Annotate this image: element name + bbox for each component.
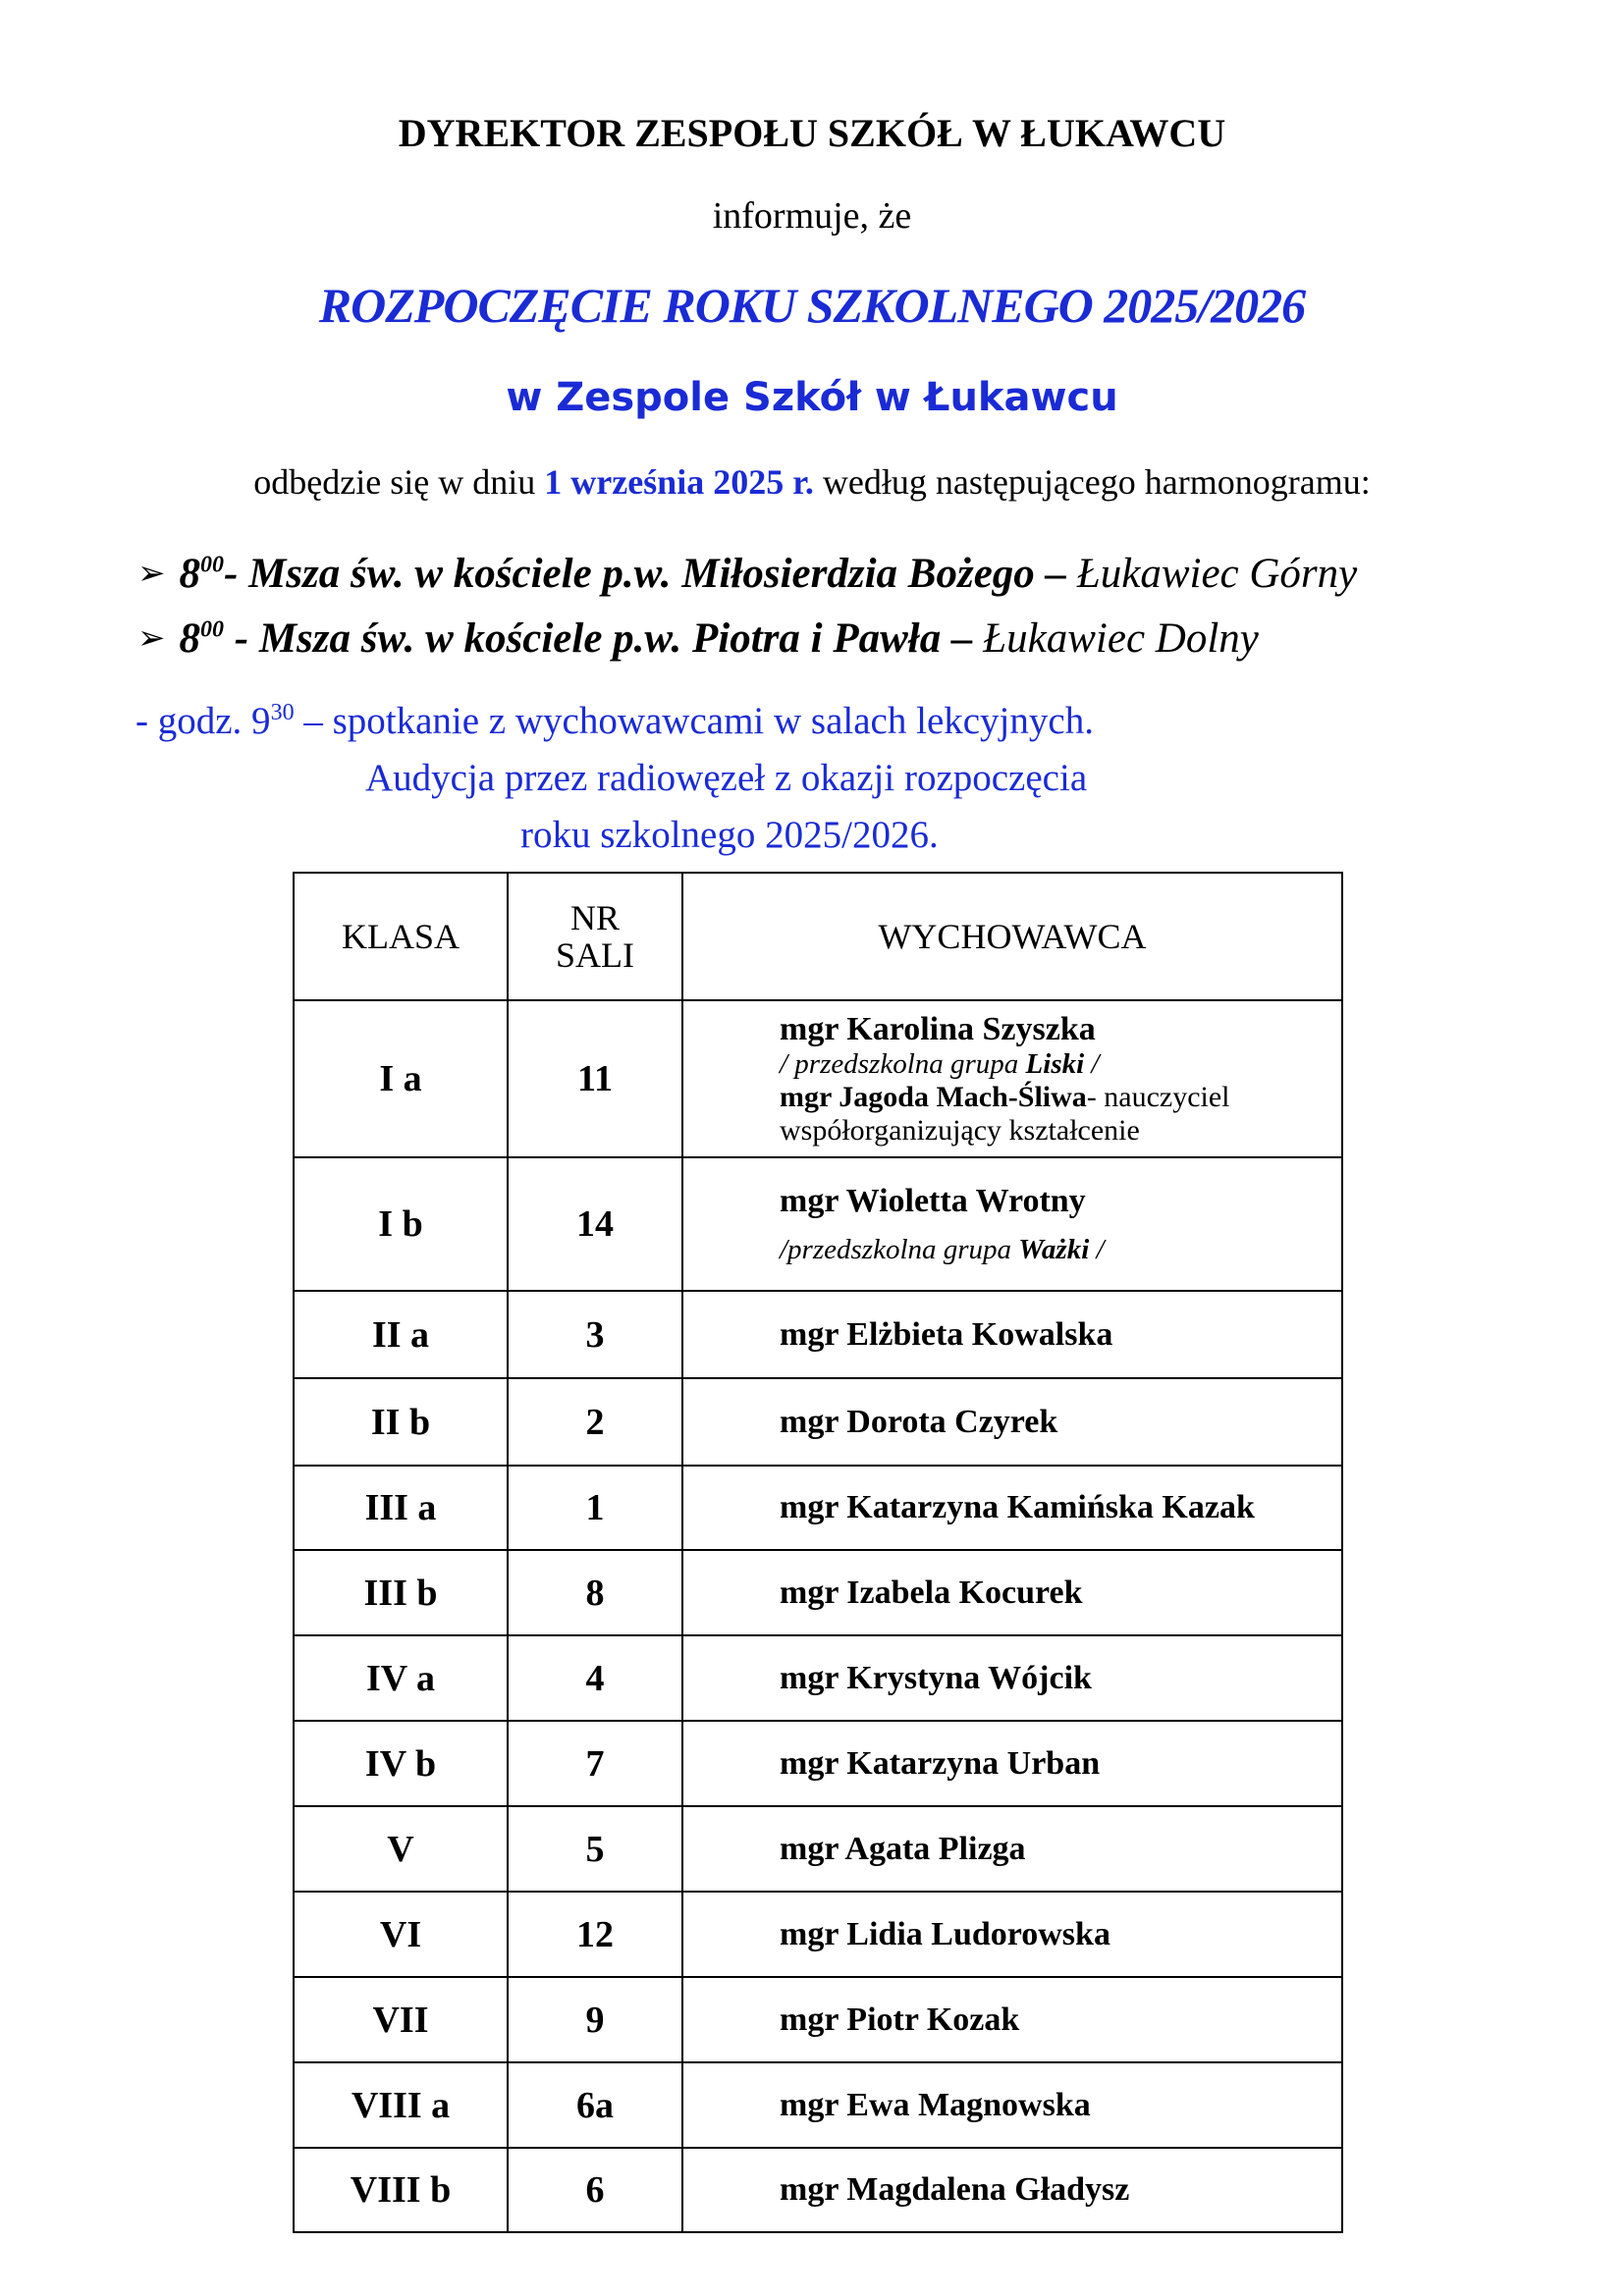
table-row — [294, 2062, 1342, 2148]
teacher-cell: mgr Magdalena Gładysz — [682, 2148, 1342, 2232]
teacher-cell: mgr Dorota Czyrek — [682, 1378, 1342, 1466]
room-cell: 3 — [508, 1291, 682, 1378]
table-row — [294, 1721, 1342, 1806]
teacher-name: mgr Wioletta Wrotny — [780, 1182, 1086, 1219]
co-teacher-name: mgr Jagoda Mach-Śliwa — [780, 1080, 1087, 1113]
table-row — [294, 1635, 1342, 1721]
table-row — [294, 1000, 1342, 1157]
table-row — [294, 1550, 1342, 1635]
schedule-separator: - — [224, 615, 259, 662]
teacher-cell: mgr Piotr Kozak — [682, 1977, 1342, 2062]
group-name: Liski — [1025, 1047, 1085, 1080]
room-cell: 1 — [508, 1466, 682, 1550]
room-cell: 8 — [508, 1550, 682, 1635]
schedule-minutes: 00 — [200, 616, 224, 643]
header-room — [508, 873, 682, 1000]
teacher-cell: mgr Lidia Ludorowska — [682, 1892, 1342, 1977]
class-cell: II a — [294, 1291, 508, 1378]
group-note-post: / — [1089, 1233, 1105, 1265]
document-title: DYREKTOR ZESPOŁU SZKÓŁ W ŁUKAWCU — [398, 111, 1226, 155]
group-note-pre: / przedszkolna grupa — [780, 1047, 1026, 1080]
table-row — [294, 1378, 1342, 1466]
class-cell: VIII a — [294, 2062, 508, 2148]
meeting-prefix: - godz. 9 — [135, 700, 271, 742]
co-teacher-role-2: współorganizujący kształcenie — [780, 1113, 1140, 1147]
header-wychowawca: WYCHOWAWCA — [682, 873, 1342, 1000]
schedule-item — [137, 614, 1259, 663]
event-date: 1 września 2025 r. — [544, 462, 814, 502]
room-cell: 4 — [508, 1635, 682, 1721]
class-cell: IV b — [294, 1721, 508, 1806]
schedule-hour: 8 — [179, 551, 200, 597]
room-cell: 2 — [508, 1378, 682, 1466]
audition-line-2: roku szkolnego 2025/2026. — [520, 814, 939, 856]
teacher-cell: mgr Katarzyna Kamińska Kazak — [682, 1466, 1342, 1550]
table-row — [294, 1892, 1342, 1977]
class-cell: I b — [294, 1157, 508, 1291]
meeting-text: – spotkanie z wychowawcami w salach lekcyjnych. — [294, 700, 1094, 742]
meeting-line — [135, 699, 1094, 743]
date-line — [0, 461, 1624, 503]
class-cell: IV a — [294, 1635, 508, 1721]
class-teacher-table — [293, 872, 1343, 2233]
teacher-cell: mgr Elżbieta Kowalska — [682, 1291, 1342, 1378]
group-name: Ważki — [1018, 1233, 1090, 1265]
group-note — [780, 1234, 1341, 1266]
table-row — [294, 1291, 1342, 1378]
class-cell: VII — [294, 1977, 508, 2062]
table-row — [294, 1466, 1342, 1550]
class-cell: III b — [294, 1550, 508, 1635]
co-teacher-role: - nauczyciel — [1086, 1080, 1230, 1113]
teacher-cell — [682, 1000, 1342, 1157]
schedule-separator: - — [224, 551, 249, 597]
arrow-bullet-icon: ➢ — [137, 554, 166, 593]
audition-line-1: Audycja przez radiowęzeł z okazji rozpoczęcia — [365, 757, 1088, 799]
header-sali: SALI — [556, 935, 634, 975]
room-cell: 14 — [508, 1157, 682, 1291]
co-teacher — [780, 1081, 1341, 1114]
schedule-text: Msza św. w kościele p.w. Miłosierdzia Bożego – — [248, 551, 1067, 597]
class-cell: III a — [294, 1466, 508, 1550]
arrow-bullet-icon: ➢ — [137, 618, 166, 658]
class-cell: V — [294, 1806, 508, 1892]
teacher-cell: mgr Izabela Kocurek — [682, 1550, 1342, 1635]
group-note-post: / — [1084, 1047, 1100, 1080]
room-cell: 6 — [508, 2148, 682, 2232]
group-note-pre: /przedszkolna grupa — [780, 1233, 1019, 1265]
teacher-cell: mgr Katarzyna Urban — [682, 1721, 1342, 1806]
schedule-item — [137, 550, 1357, 598]
date-line-pre: odbędzie się w dniu — [253, 462, 545, 502]
event-heading: ROZPOCZĘCIE ROKU SZKOLNEGO 2025/2026 — [318, 278, 1306, 333]
meeting-minutes: 30 — [270, 700, 295, 725]
room-cell: 5 — [508, 1806, 682, 1892]
room-cell: 6a — [508, 2062, 682, 2148]
class-cell: II b — [294, 1378, 508, 1466]
room-cell: 11 — [508, 1000, 682, 1157]
room-cell: 12 — [508, 1892, 682, 1977]
teacher-cell — [682, 1157, 1342, 1291]
room-cell: 7 — [508, 1721, 682, 1806]
class-cell: VI — [294, 1892, 508, 1977]
simple-rows — [294, 1291, 1342, 2232]
schedule-place: Łukawiec Dolny — [972, 615, 1259, 662]
table-header-row — [294, 873, 1342, 1000]
schedule-minutes: 00 — [200, 552, 224, 578]
teacher-cell: mgr Agata Plizga — [682, 1806, 1342, 1892]
school-name: w Zespole Szkół w Łukawcu — [506, 375, 1118, 420]
class-cell: I a — [294, 1000, 508, 1157]
header-nr: NR — [569, 898, 620, 937]
date-line-post: według następującego harmonogramu: — [813, 462, 1371, 502]
informs-line: informuje, że — [712, 195, 912, 237]
table-row — [294, 2148, 1342, 2232]
table-row — [294, 1157, 1342, 1291]
room-cell: 9 — [508, 1977, 682, 2062]
schedule-place: Łukawiec Górny — [1066, 551, 1358, 597]
schedule-text: Msza św. w kościele p.w. Piotra i Pawła – — [258, 615, 973, 662]
group-note — [780, 1048, 1341, 1081]
class-cell: VIII b — [294, 2148, 508, 2232]
schedule-hour: 8 — [179, 615, 200, 662]
table-row — [294, 1977, 1342, 2062]
teacher-cell: mgr Krystyna Wójcik — [682, 1635, 1342, 1721]
table-row — [294, 1806, 1342, 1892]
teacher-cell: mgr Ewa Magnowska — [682, 2062, 1342, 2148]
teacher-name: mgr Karolina Szyszka — [780, 1010, 1096, 1047]
header-klasa: KLASA — [294, 873, 508, 1000]
